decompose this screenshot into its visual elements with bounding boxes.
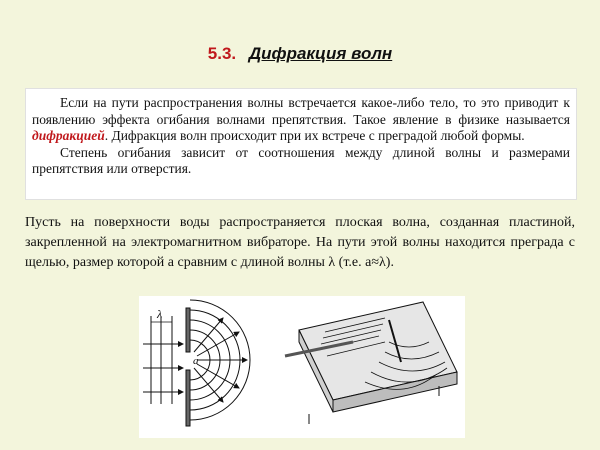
lambda-label: λ [157, 307, 163, 321]
diffraction-illustration [139, 296, 465, 438]
definition-text-start: Если на пути распространения волны встречается какое-либо тело, то это приводит к появлению эффекта огибания волнами препятствия. Такое явление в физике называется [32, 95, 570, 127]
section-heading: Дифракция волн [248, 44, 393, 63]
section-number: 5.3. [207, 44, 237, 63]
slit-label: a [193, 355, 199, 367]
definition-text-end: . Дифракция волн происходит при их встрече с преградой любой формы. [104, 128, 525, 143]
term-diffraction: дифракцией [32, 128, 105, 143]
experiment-paragraph: Пусть на поверхности воды распространяется плоская волна, созданная пластиной, закрепленной на электромагнитном вибраторе. На пути этой волны находится преграда с щелью, размер которой а сравним с длиной волны λ (т.е. а≈λ). [25, 215, 575, 270]
bending-paragraph: Степень огибания зависит от соотношения между длиной волны и размерами препятствия или отверстия. [32, 144, 570, 176]
section-title [0, 44, 600, 64]
ripple-tank [285, 302, 457, 424]
definition-box [25, 88, 577, 200]
diffraction-figure [139, 296, 465, 438]
definition-paragraph [32, 95, 570, 145]
